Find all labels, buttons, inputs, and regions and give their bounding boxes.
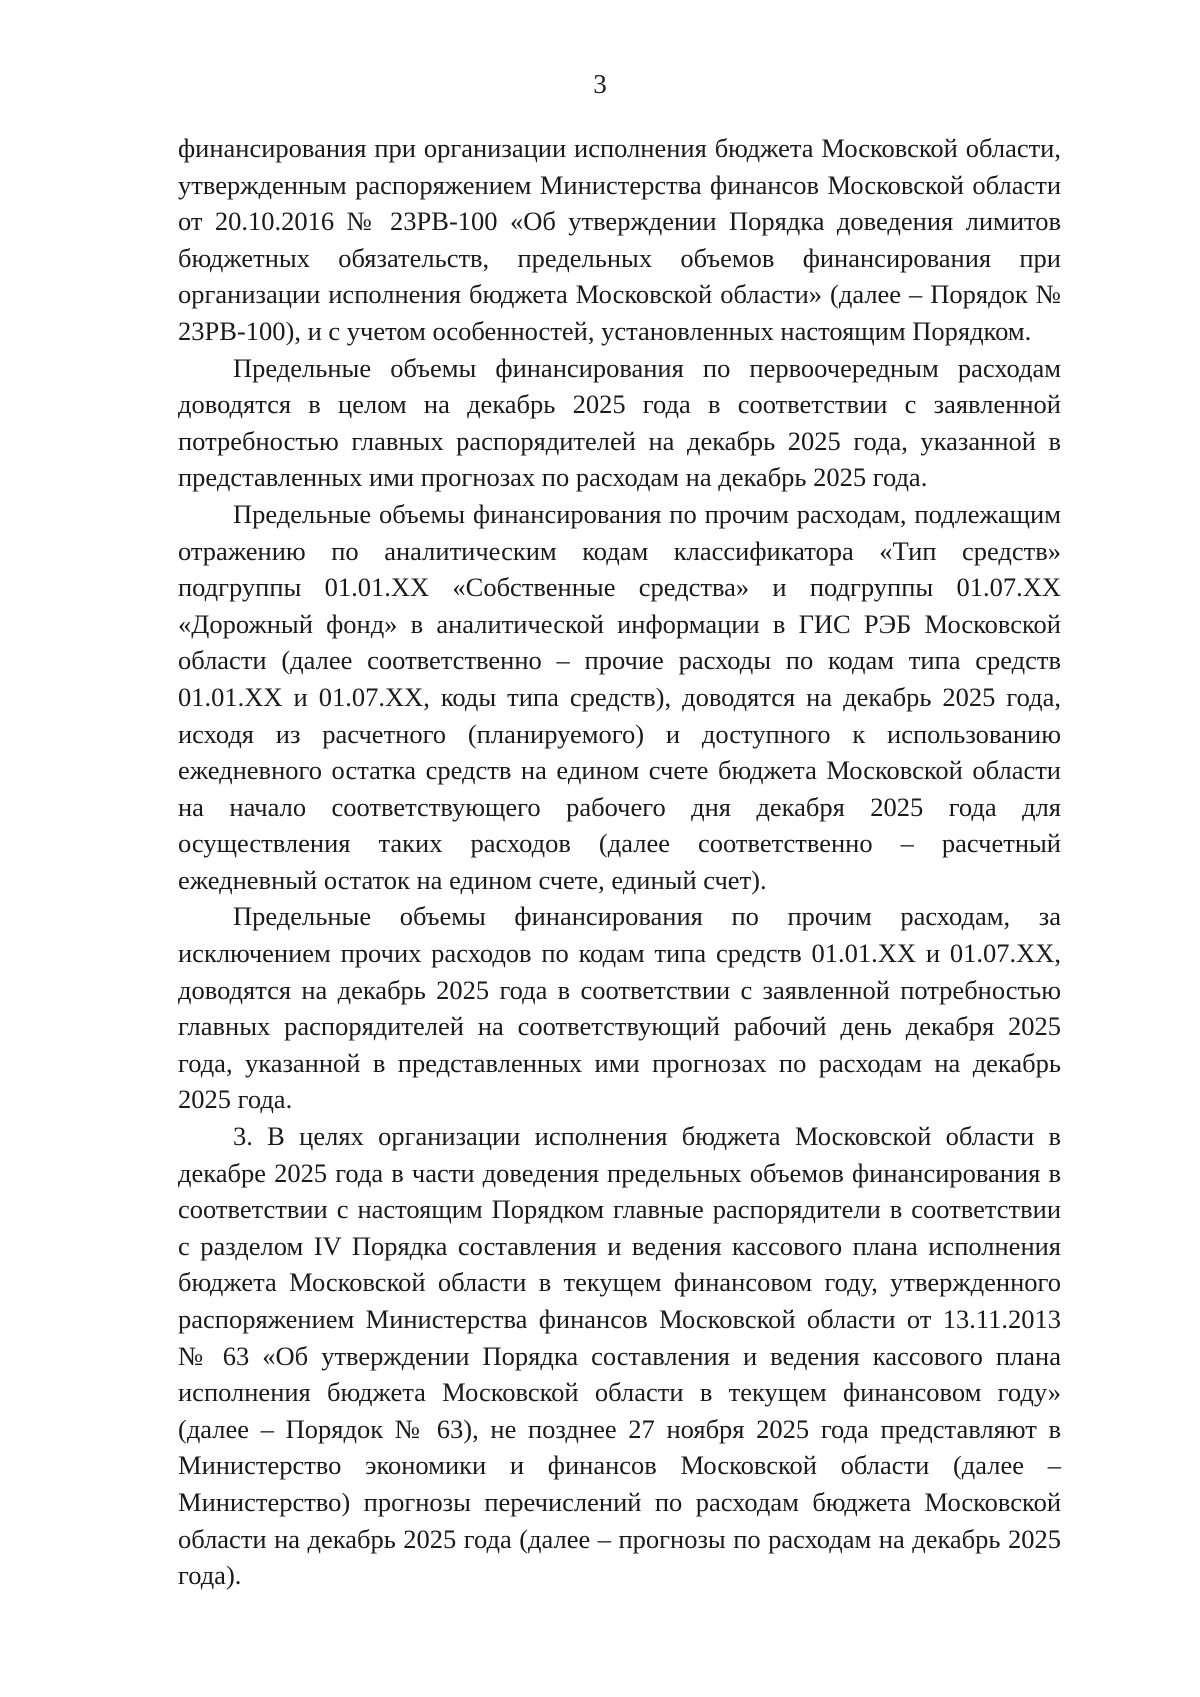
paragraph-item-3: 3. В целях организации исполнения бюджета Московской области в декабре 2025 года в части доведения предельных объемов финансирования в соответствии с настоящим Порядком главные распорядители в соответствии с разделом IV Порядка составления и ведения кассового плана исполнения бюджета Московской области в текущем финансовом году, утвержденного распоряжением Министерства финансов Московской области от 13.11.2013 № 63 «Об утверждении Порядка составления и ведения кассового плана исполнения бюджета Московской области в текущем финансовом году» (далее – Порядок № 63), не позднее 27 ноября 2025 года представляют в Министерство экономики и финансов Московской области (далее – Министерство) прогнозы перечислений по расходам бюджета Московской области на декабрь 2025 года (далее – прогнозы по расходам на декабрь 2025 года).: [178, 1121, 1061, 1591]
page-number: 3: [593, 69, 607, 99]
paragraph-other-expenses-excluding: Предельные объемы финансирования по прочим расходам, за исключением прочих расходов по кодам типа средств 01.01.XX и 01.07.XX, доводятся на декабрь 2025 года в соответствии с заявленной потребностью главных распорядителей на соответствующий рабочий день декабря 2025 года, указанной в представленных ими прогнозах по расходам на декабрь 2025 года.: [178, 901, 1061, 1115]
paragraph-other-expenses-fund-codes: Предельные объемы финансирования по прочим расходам, подлежащим отражению по аналитическим кодам классификатора «Тип средств» подгруппы 01.01.XX «Собственные средства» и подгруппы 01.07.XX «Дорожный фонд» в аналитической информации в ГИС РЭБ Московской области (далее соответственно – прочие расходы по кодам типа средств 01.01.XX и 01.07.XX, коды типа средств), доводятся на декабрь 2025 года, исходя из расчетного (планируемого) и доступного к использованию ежедневного остатка средств на едином счете бюджета Московской области на начало соответствующего рабочего дня декабря 2025 года для осуществления таких расходов (далее соответственно – расчетный ежедневный остаток на едином счете, единый счет).: [178, 498, 1061, 895]
document-body: [178, 130, 1061, 1594]
paragraph-priority-expenses: Предельные объемы финансирования по первоочередным расходам доводятся в целом на декабрь 2025 года в соответствии с заявленной потребностью главных распорядителей на декабрь 2025 года, указанной в представленных ими прогнозах по расходам на декабрь 2025 года.: [178, 352, 1061, 493]
paragraph-continuation: финансирования при организации исполнения бюджета Московской области, утвержденным распоряжением Министерства финансов Московской области от 20.10.2016 № 23РВ-100 «Об утверждении Порядка доведения лимитов бюджетных обязательств, предельных объемов финансирования при организации исполнения бюджета Московской области» (далее – Порядок № 23РВ-100), и с учетом особенностей, установленных настоящим Порядком.: [178, 133, 1061, 346]
